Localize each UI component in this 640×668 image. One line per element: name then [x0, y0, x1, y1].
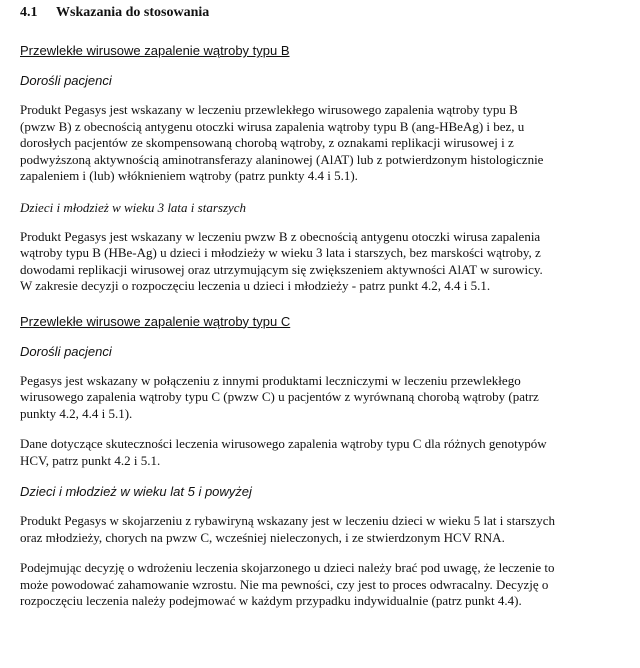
- hbv-adults-paragraph: [20, 102, 620, 185]
- text-line: rozpoczęciu leczenia należy podejmować w każdym przypadku indywidualnie (patrz punkt 4.4).: [20, 593, 522, 608]
- section-heading: [20, 4, 620, 22]
- hcv-children-paragraph-1: [20, 513, 620, 546]
- hcv-children-heading: Dzieci i młodzież w wieku lat 5 i powyżej: [20, 484, 252, 499]
- text-line: podwyższoną aktywnością aminotransferazy alaninowej (AlAT) lub z potwierdzonym histologicznie: [20, 151, 544, 167]
- text-line: wirusowego zapalenia wątroby typu C (pwzw C) u pacjentów z wyrównaną chorobą wątroby (patrz: [20, 389, 539, 404]
- text-line: HCV, patrz punkt 4.2 i 5.1.: [20, 452, 161, 468]
- hcv-adults-paragraph-2: [20, 436, 620, 469]
- text-line: może powodować zahamowanie wzrostu. Nie ma pewności, czy jest to proces odwracalny. Decyzję o: [20, 576, 549, 592]
- text-line: wątroby typu B (HBe-Ag) u dzieci i młodzieży w wieku 3 lata i starszych, bez marskości wątroby, z: [20, 245, 541, 260]
- text-line: zapaleniem i (lub) włóknieniem wątroby (patrz punkty 4.4 i 5.1).: [20, 168, 358, 183]
- text-line: Produkt Pegasys w skojarzeniu z rybawiryną wskazany jest w leczeniu dzieci w wieku 5 lat i starszych: [20, 513, 556, 528]
- text-line: oraz młodzieży, chorych na pwzw C, wcześniej nieleczonych, i ze stwierdzonym HCV RNA.: [20, 529, 505, 545]
- hcv-adults-paragraph-1: [20, 373, 620, 423]
- text-line: W zakresie decyzji o rozpoczęciu leczenia u dzieci i młodzieży - patrz punkt 4.2, 4.4 i 5.1.: [20, 278, 491, 293]
- hbv-children-paragraph: [20, 229, 620, 295]
- text-line: Dane dotyczące skuteczności leczenia wirusowego zapalenia wątroby typu C dla różnych genotypów: [20, 436, 547, 451]
- hbv-heading: Przewlekłe wirusowe zapalenie wątroby typu B: [20, 43, 290, 58]
- text-line: Produkt Pegasys jest wskazany w leczeniu pwzw B z obecnością antygenu otoczki wirusa zapalenia: [20, 228, 541, 244]
- hbv-adults-heading: Dorośli pacjenci: [20, 73, 112, 88]
- section-number: 4.1: [20, 5, 38, 20]
- hcv-adults-heading: Dorośli pacjenci: [20, 343, 112, 359]
- hbv-children-heading: Dzieci i młodzież w wieku 3 lata i starszych: [20, 199, 247, 215]
- text-line: punkty 4.2, 4.4 i 5.1).: [20, 405, 133, 421]
- text-line: Produkt Pegasys jest wskazany w leczeniu przewlekłego wirusowego zapalenia wątroby typu B: [20, 102, 518, 117]
- text-line: (pwzw B) z obecnością antygenu otoczki wirusa zapalenia wątroby typu B (ang-HBeAg) i bez, u: [20, 118, 525, 134]
- text-line: Podejmując decyzję o wdrożeniu leczenia skojarzonego u dzieci należy brać pod uwagę, że leczenie to: [20, 560, 555, 575]
- hcv-heading: Przewlekłe wirusowe zapalenie wątroby typu C: [20, 313, 291, 329]
- hcv-children-paragraph-2: [20, 560, 620, 610]
- text-line: Pegasys jest wskazany w połączeniu z innymi produktami leczniczymi w leczeniu przewlekłego: [20, 372, 521, 388]
- document-page: [20, 4, 620, 624]
- text-line: dowodami replikacji wirusowej oraz utrzymującym się zwiększeniem aktywności AlAT w surowicy.: [20, 261, 543, 277]
- text-line: dorosłych pacjentów ze skompensowaną chorobą wątroby, z oznakami replikacji wirusowej i z: [20, 135, 514, 150]
- section-title: Wskazania do stosowania: [56, 5, 210, 20]
